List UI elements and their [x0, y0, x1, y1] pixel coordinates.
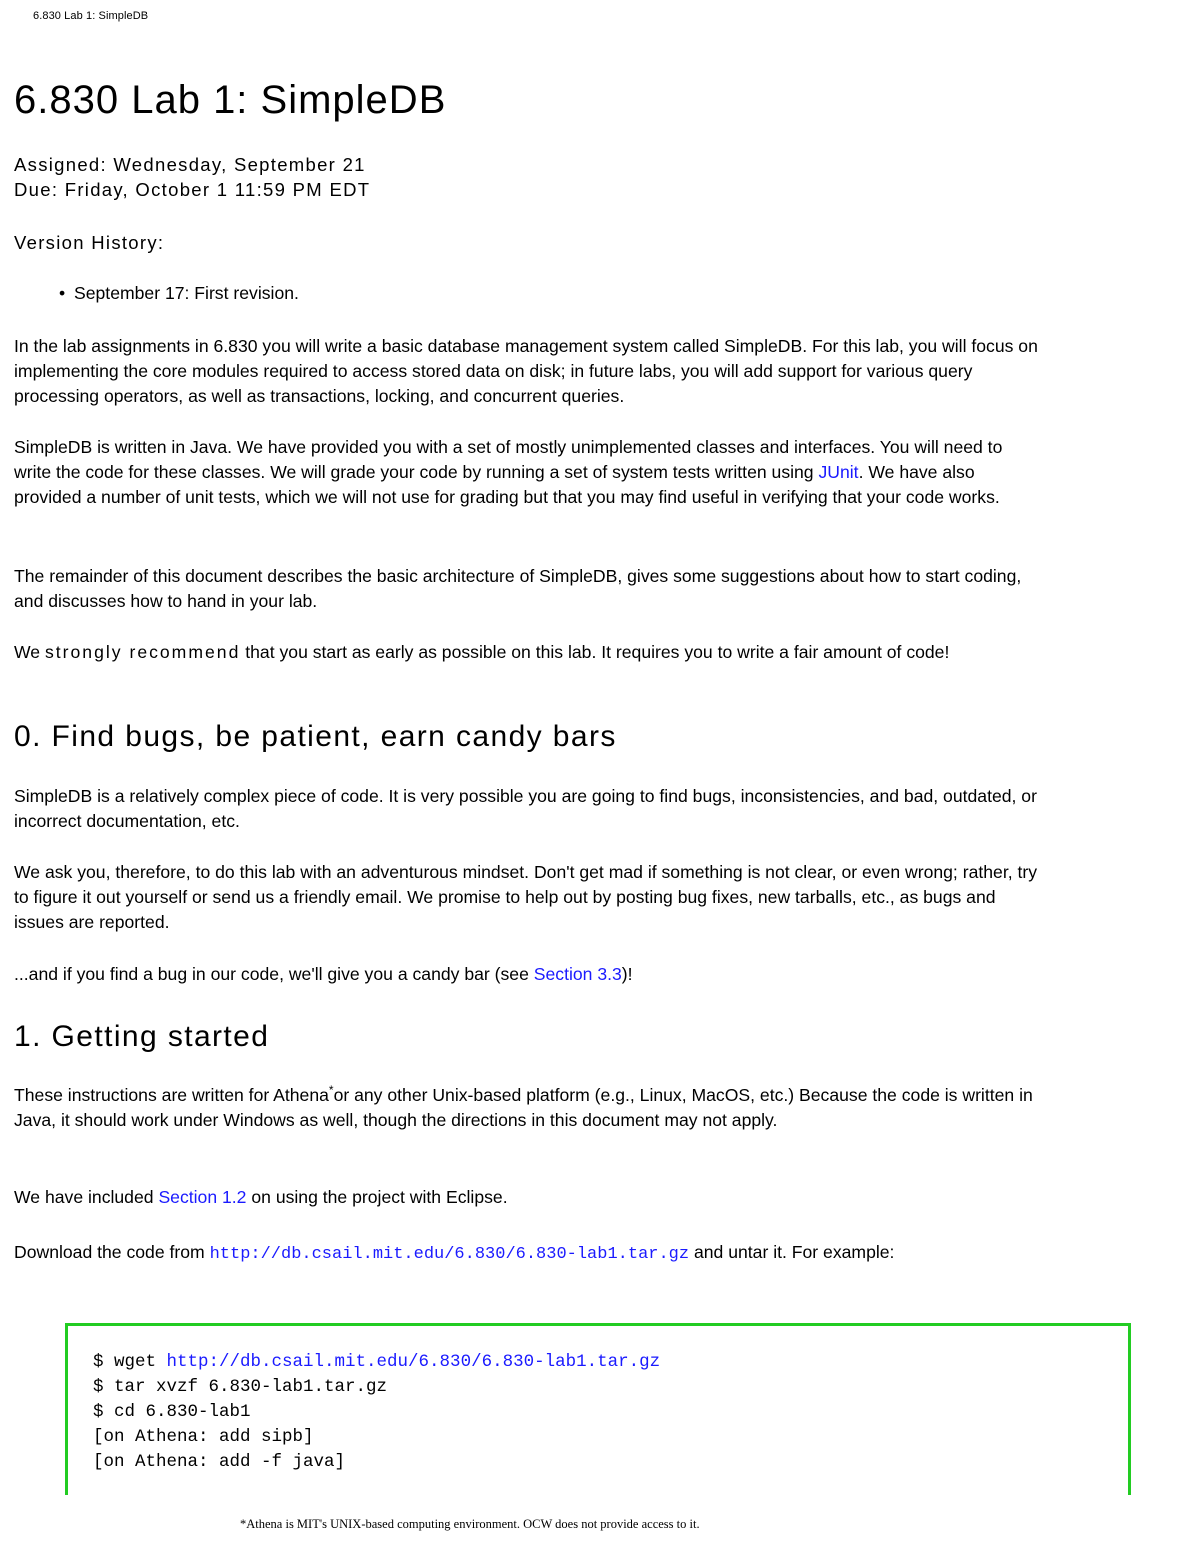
- footnote-marker: *: [328, 1083, 334, 1098]
- section-1-paragraph-1: [14, 1083, 1044, 1133]
- section-0-paragraph-1: SimpleDB is a relatively complex piece of code. It is very possible you are going to find bugs, inconsistencies, and bad, outdated, or incorrect documentation, etc.: [14, 786, 1037, 831]
- intro-paragraph-4: [14, 640, 1044, 665]
- section-1-2-link[interactable]: Section 1.2: [158, 1187, 247, 1207]
- running-header: 6.830 Lab 1: SimpleDB: [33, 10, 149, 22]
- list-item: [59, 283, 299, 304]
- code-prompt: $ wget: [93, 1352, 167, 1372]
- section-1-paragraph-2: [14, 1185, 1044, 1210]
- intro-p4-text-end: that you start as early as possible on this lab. It requires you to write a fair amount of code!: [240, 642, 950, 662]
- section-1-paragraph-3: [14, 1240, 1044, 1267]
- section-1-p2-text-end: on using the project with Eclipse.: [246, 1187, 508, 1207]
- code-line-2: $ tar xvzf 6.830-lab1.tar.gz: [93, 1377, 388, 1397]
- page-title: 6.830 Lab 1: SimpleDB: [14, 78, 447, 122]
- assigned-date: Assigned: Wednesday, September 21: [14, 154, 366, 175]
- section-1-p1-text-end: or any other Unix-based platform (e.g., Linux, MacOS, etc.) Because the code is written in Java, it should work under Windows as well, though the directions in this document may not apply.: [14, 1085, 1033, 1130]
- section-0-p3-text-end: )!: [621, 964, 633, 984]
- section-3-3-link[interactable]: Section 3.3: [533, 964, 622, 984]
- section-1-heading: 1. Getting started: [14, 1020, 270, 1053]
- bullet-icon: •: [59, 283, 66, 303]
- section-0-paragraph-3: [14, 962, 1044, 987]
- version-history-label: Version History:: [14, 232, 165, 253]
- code-block: [65, 1323, 1131, 1495]
- strong-recommend: strongly recommend: [44, 642, 241, 662]
- intro-paragraph-2: [14, 435, 1044, 510]
- code-listing: [93, 1350, 660, 1475]
- code-line-1: [93, 1352, 660, 1372]
- code-line-4: [on Athena: add sipb]: [93, 1427, 314, 1447]
- version-history-list: [59, 283, 299, 304]
- intro-paragraph-1: In the lab assignments in 6.830 you will write a basic database management system called SimpleDB. For this lab, you will focus on implementing the core modules required to access stored data on disk; in future labs, you will add support for various query processing operators, as well as transactions, locking, and concurrent queries.: [14, 336, 1038, 406]
- download-url-link[interactable]: http://db.csail.mit.edu/6.830/6.830-lab1.tar.gz: [209, 1245, 690, 1264]
- version-history-entry: September 17: First revision.: [74, 283, 299, 303]
- due-date: Due: Friday, October 1 11:59 PM EDT: [14, 179, 371, 200]
- section-1-p2-text: We have included: [14, 1187, 159, 1207]
- intro-p2-text-end: . We have also provided a number of unit tests, which we will not use for grading but that you may find useful in verifying that your code works.: [14, 462, 1000, 507]
- section-0-heading: 0. Find bugs, be patient, earn candy bars: [14, 720, 617, 753]
- code-wget-url-link[interactable]: http://db.csail.mit.edu/6.830/6.830-lab1.tar.gz: [166, 1352, 661, 1372]
- code-line-5: [on Athena: add -f java]: [93, 1452, 346, 1472]
- intro-p4-text: We: [14, 642, 45, 662]
- section-0-paragraph-2: We ask you, therefore, to do this lab with an adventurous mindset. Don't get mad if something is not clear, or even wrong; rather, try to figure it out yourself or send us a friendly email. We promise to help out by posting bug fixes, new tarballs, etc., as bugs and issues are reported.: [14, 862, 1038, 932]
- intro-p2-text: SimpleDB is written in Java. We have provided you with a set of mostly unimplemented classes and interfaces. You will need to write the code for these classes. We will grade your code by running a set of system tests written using: [14, 437, 1003, 482]
- footnote: *Athena is MIT's UNIX-based computing environment. OCW does not provide access to it.: [240, 1517, 700, 1531]
- code-line-3: $ cd 6.830-lab1: [93, 1402, 251, 1422]
- intro-paragraph-3: The remainder of this document describes the basic architecture of SimpleDB, gives some suggestions about how to start coding, and discusses how to hand in your lab.: [14, 566, 1022, 611]
- section-0-p3-text: ...and if you find a bug in our code, we'll give you a candy bar (see: [14, 964, 534, 984]
- section-1-p3-text-end: and untar it. For example:: [689, 1242, 895, 1262]
- section-1-p1-text: These instructions are written for Athena: [14, 1085, 329, 1105]
- section-1-p3-text: Download the code from: [14, 1242, 210, 1262]
- junit-link[interactable]: JUnit: [818, 462, 859, 482]
